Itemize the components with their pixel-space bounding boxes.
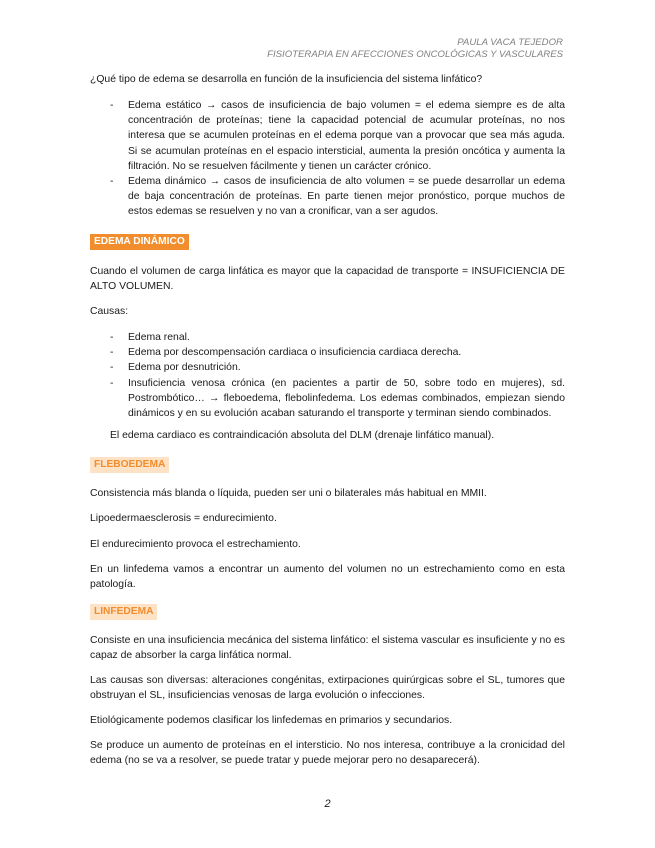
linfedema-p2: Las causas son diversas: alteraciones congénitas, extirpaciones quirúrgicas sobre el SL, tumores que obstruyan el SL, insuficiencias venosas de larga evolución o infecciones.	[90, 675, 565, 702]
linfedema-p1: Consiste en una insuficiencia mecánica del sistema linfático: el sistema vascular es insuficiente y no es capaz de absorber la carga linfática normal.	[90, 635, 565, 662]
linfedema-p3: Etiológicamente podemos clasificar los linfedemas en primarios y secundarios.	[90, 715, 453, 726]
section-heading-edema-dinamico: EDEMA DINÁMICO	[90, 234, 189, 250]
intro-list	[90, 98, 565, 220]
list-item: - Edema renal.	[90, 330, 565, 345]
edema-dinamico-definition: Cuando el volumen de carga linfática es mayor que la capacidad de transporte = INSUFICIENCIA DE ALTO VOLUMEN.	[90, 266, 565, 293]
page-header	[267, 37, 563, 62]
fleboedema-p4: En un linfedema vamos a encontrar un aumento del volumen no un estrechamiento como en esta patología.	[90, 564, 565, 591]
fleboedema-p3: El endurecimiento provoca el estrechamiento.	[90, 539, 301, 550]
page-number: 2	[324, 798, 331, 810]
section-heading-linfedema: LINFEDEMA	[90, 604, 157, 620]
header-author: PAULA VACA TEJEDOR	[457, 37, 563, 48]
list-item: - Edema dinámico → casos de insuficiencia de alto volumen = se puede desarrollar un edema de baja concentración de proteínas. En parte tienen mejor pronóstico, porque muchos de estos edemas se resuelven y no van a cronificar, van a ser agudos.	[90, 174, 565, 220]
linfedema-p4: Se produce un aumento de proteínas en el intersticio. No nos interesa, contribuye a la cronicidad del edema (no se va a resolver, se puede tratar y puede mejorar pero no desaparecerá).	[90, 740, 565, 767]
fleboedema-p2: Lipoedermaesclerosis = endurecimiento.	[90, 513, 277, 524]
edema-cardiaco-note: El edema cardiaco es contraindicación absoluta del DLM (drenaje linfático manual).	[110, 430, 495, 441]
causes-list	[90, 330, 565, 421]
list-item: - Insuficiencia venosa crónica (en pacientes a partir de 50, sobre todo en mujeres), sd. Postrombótico… → fleboedema, flebolinfedema. Los edemas combinados, empiezan siendo dinámicos y en su evolución acaban saturando el transporte y terminan siendo combinados.	[90, 376, 565, 422]
list-item: - Edema estático → casos de insuficiencia de bajo volumen = el edema siempre es de alta concentración de proteínas; tiene la capacidad potencial de acumular proteínas, no nos interesa que se acumulen proteínas en el edema porque van a provocar que sea más aguda. Si se acumulan proteínas en el espacio intersticial, aumenta la presión oncótica y aumenta la filtración. No se resuelven fácilmente y tienen un carácter crónico.	[90, 98, 565, 174]
list-item: - Edema por descompensación cardiaca o insuficiencia cardiaca derecha.	[90, 345, 565, 360]
list-item: - Edema por desnutrición.	[90, 360, 565, 375]
causes-label: Causas:	[90, 306, 129, 317]
header-subject: FISIOTERAPIA EN AFECCIONES ONCOLÓGICAS Y VASCULARES	[267, 49, 563, 61]
intro-question: ¿Qué tipo de edema se desarrolla en función de la insuficiencia del sistema linfático?	[90, 74, 483, 85]
section-heading-fleboedema: FLEBOEDEMA	[90, 457, 169, 473]
fleboedema-p1: Consistencia más blanda o líquida, pueden ser uni o bilaterales más habitual en MMII.	[90, 488, 487, 499]
